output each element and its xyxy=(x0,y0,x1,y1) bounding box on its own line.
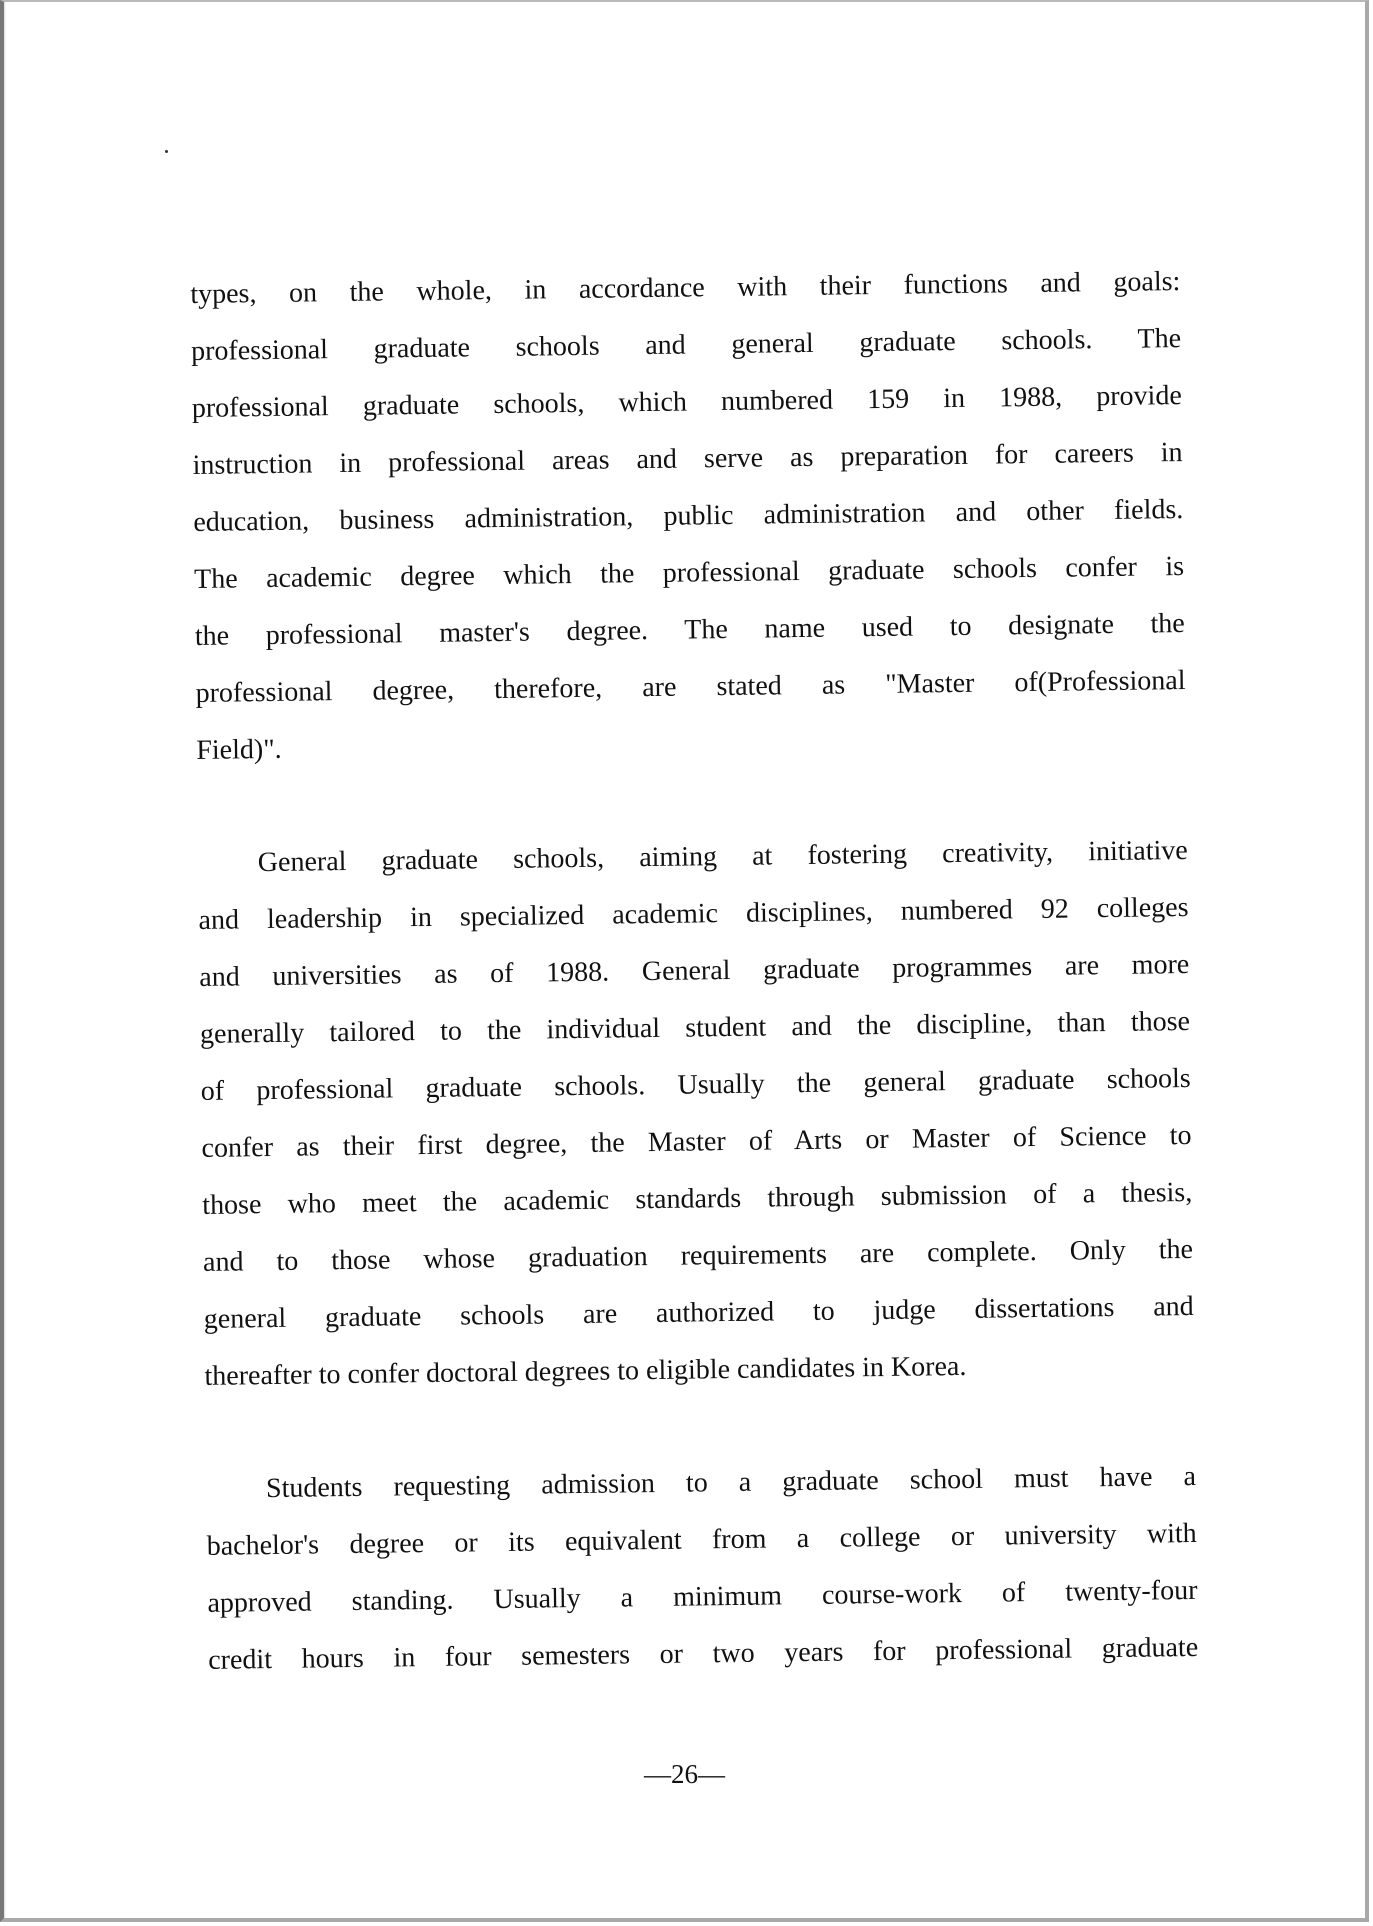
text-line: and universities as of 1988. General graduate programmes are more xyxy=(199,948,1190,993)
text-line: generally tailored to the individual student and the discipline, than those xyxy=(199,1005,1191,1050)
text-line: Field)". xyxy=(196,733,282,766)
text-line: Students requesting admission to a graduate school must have a xyxy=(265,1460,1197,1505)
text-line: and leadership in specialized academic disciplines, numbered 92 colleges xyxy=(198,891,1189,936)
text-line: professional graduate schools and general graduate schools. The xyxy=(190,323,1182,367)
stray-mark xyxy=(165,150,168,153)
text-line: general graduate schools are authorized to judge dissertations and xyxy=(203,1290,1194,1335)
page-number: —26— xyxy=(644,1759,725,1789)
text-line: of professional graduate schools. Usually the general graduate schools xyxy=(200,1062,1191,1107)
text-line: instruction in professional areas and serve as preparation for careers in xyxy=(192,437,1183,481)
text-line: thereafter to confer doctoral degrees to eligible candidates in Korea. xyxy=(204,1350,967,1392)
paragraph-3 xyxy=(206,1448,1199,1689)
text-line: education, business administration, public administration and other fields. xyxy=(193,494,1184,538)
text-line: types, on the whole, in accordance with their functions and goals: xyxy=(190,266,1181,310)
text-line: the professional master's degree. The name used to designate the xyxy=(194,608,1185,652)
text-line: and to those whose graduation requirements are complete. Only the xyxy=(202,1233,1194,1278)
text-line: credit hours in four semesters or two years for professional graduate xyxy=(208,1631,1199,1676)
text-line: General graduate schools, aiming at fostering creativity, initiative xyxy=(257,834,1188,879)
text-line: The academic degree which the professional graduate schools confer is xyxy=(193,551,1185,595)
text-line: professional degree, therefore, are stated as "Master of(Professional xyxy=(195,665,1186,709)
text-line: approved standing. Usually a minimum course-work of twenty-four xyxy=(207,1574,1198,1619)
text-line: professional graduate schools, which numbered 159 in 1988, provide xyxy=(191,380,1182,424)
text-line: confer as their first degree, the Master of Arts or Master of Science to xyxy=(201,1119,1192,1164)
body-text xyxy=(190,253,1199,1689)
text-line: bachelor's degree or its equivalent from a college or university with xyxy=(206,1517,1197,1562)
paragraph-2 xyxy=(197,822,1194,1405)
paragraph-1 xyxy=(190,253,1187,779)
text-line: those who meet the academic standards through submission of a thesis, xyxy=(202,1176,1193,1221)
